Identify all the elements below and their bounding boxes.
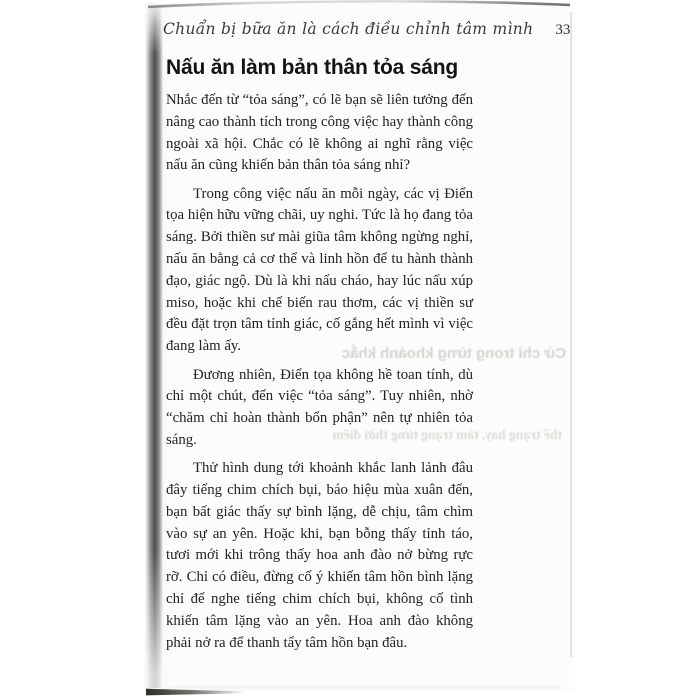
page-top-edge [140,0,575,12]
page-number: 33 [555,22,571,38]
paragraph: Trong công việc nấu ăn mỗi ngày, các vị Điển tọa hiện hữu vững chãi, uy nghi. Tức là họ đang tỏa sáng. Bởi thiền sư mài giũa tâm không ngừng nghỉ, nấu ăn bằng cả cơ thể và linh hồn để tu hành thành đạo, giác ngộ. Dù là khi nấu cháo, hay lúc nấu xúp miso, hoặc khi chế biến rau thơm, các vị thiền sư đều đặt trọn tâm tỉnh giác, cố gắng hết mình vì việc đang làm ấy. [166,185,473,355]
bleed-through-text: thể trạng hay, tâm trạng từng thời điểm [332,427,562,442]
running-header-title: Chuẩn bị bữa ăn là cách điều chỉnh tâm mình [163,20,534,38]
bleed-through-text: Cử chỉ trong từng khoảnh khắc [341,345,566,362]
body-text [166,90,473,661]
paragraph: Thử hình dung tới khoảnh khắc lanh lảnh đâu đây tiếng chim chích bụi, báo hiệu mùa xuân đến, bạn bất giác thấy sự bình lặng, dễ chịu, tâm chìm vào sự an yên. Hoặc khi, bạn bỗng thấy tỉnh táo, tươi mới khi trông thấy hoa anh đào nở bừng rực rỡ. Chỉ có điều, đừng cố ý khiến tâm hồn bình lặng chỉ để nghe tiếng chim chích bụi, không cố tình khiến tâm lặng vào an yên. Hoa anh đào không phải nở ra để thanh tẩy tâm hồn bạn đâu. [166,460,473,651]
paragraph: Đương nhiên, Điển tọa không hề toan tính, dù chỉ một chút, đến việc “tỏa sáng”. Tuy nhiên, nhờ “chăm chỉ hoàn thành bổn phận” nên tự nhiên tỏa sáng. [166,366,473,448]
page-spine-shadow [146,6,163,688]
page-right-edge [570,12,572,657]
page-bottom-shadow [170,686,560,691]
section-heading: Nấu ăn làm bản thân tỏa sáng [166,56,458,79]
paragraph: Nhắc đến từ “tỏa sáng”, có lẽ bạn sẽ liên tưởng đến nâng cao thành tích trong công việc hay thành công ngoài xã hội. Chắc có lẽ không ai nghĩ rằng việc nấu ăn cũng khiến bản thân tỏa sáng nhỉ? [166,92,473,174]
running-header [163,20,571,39]
